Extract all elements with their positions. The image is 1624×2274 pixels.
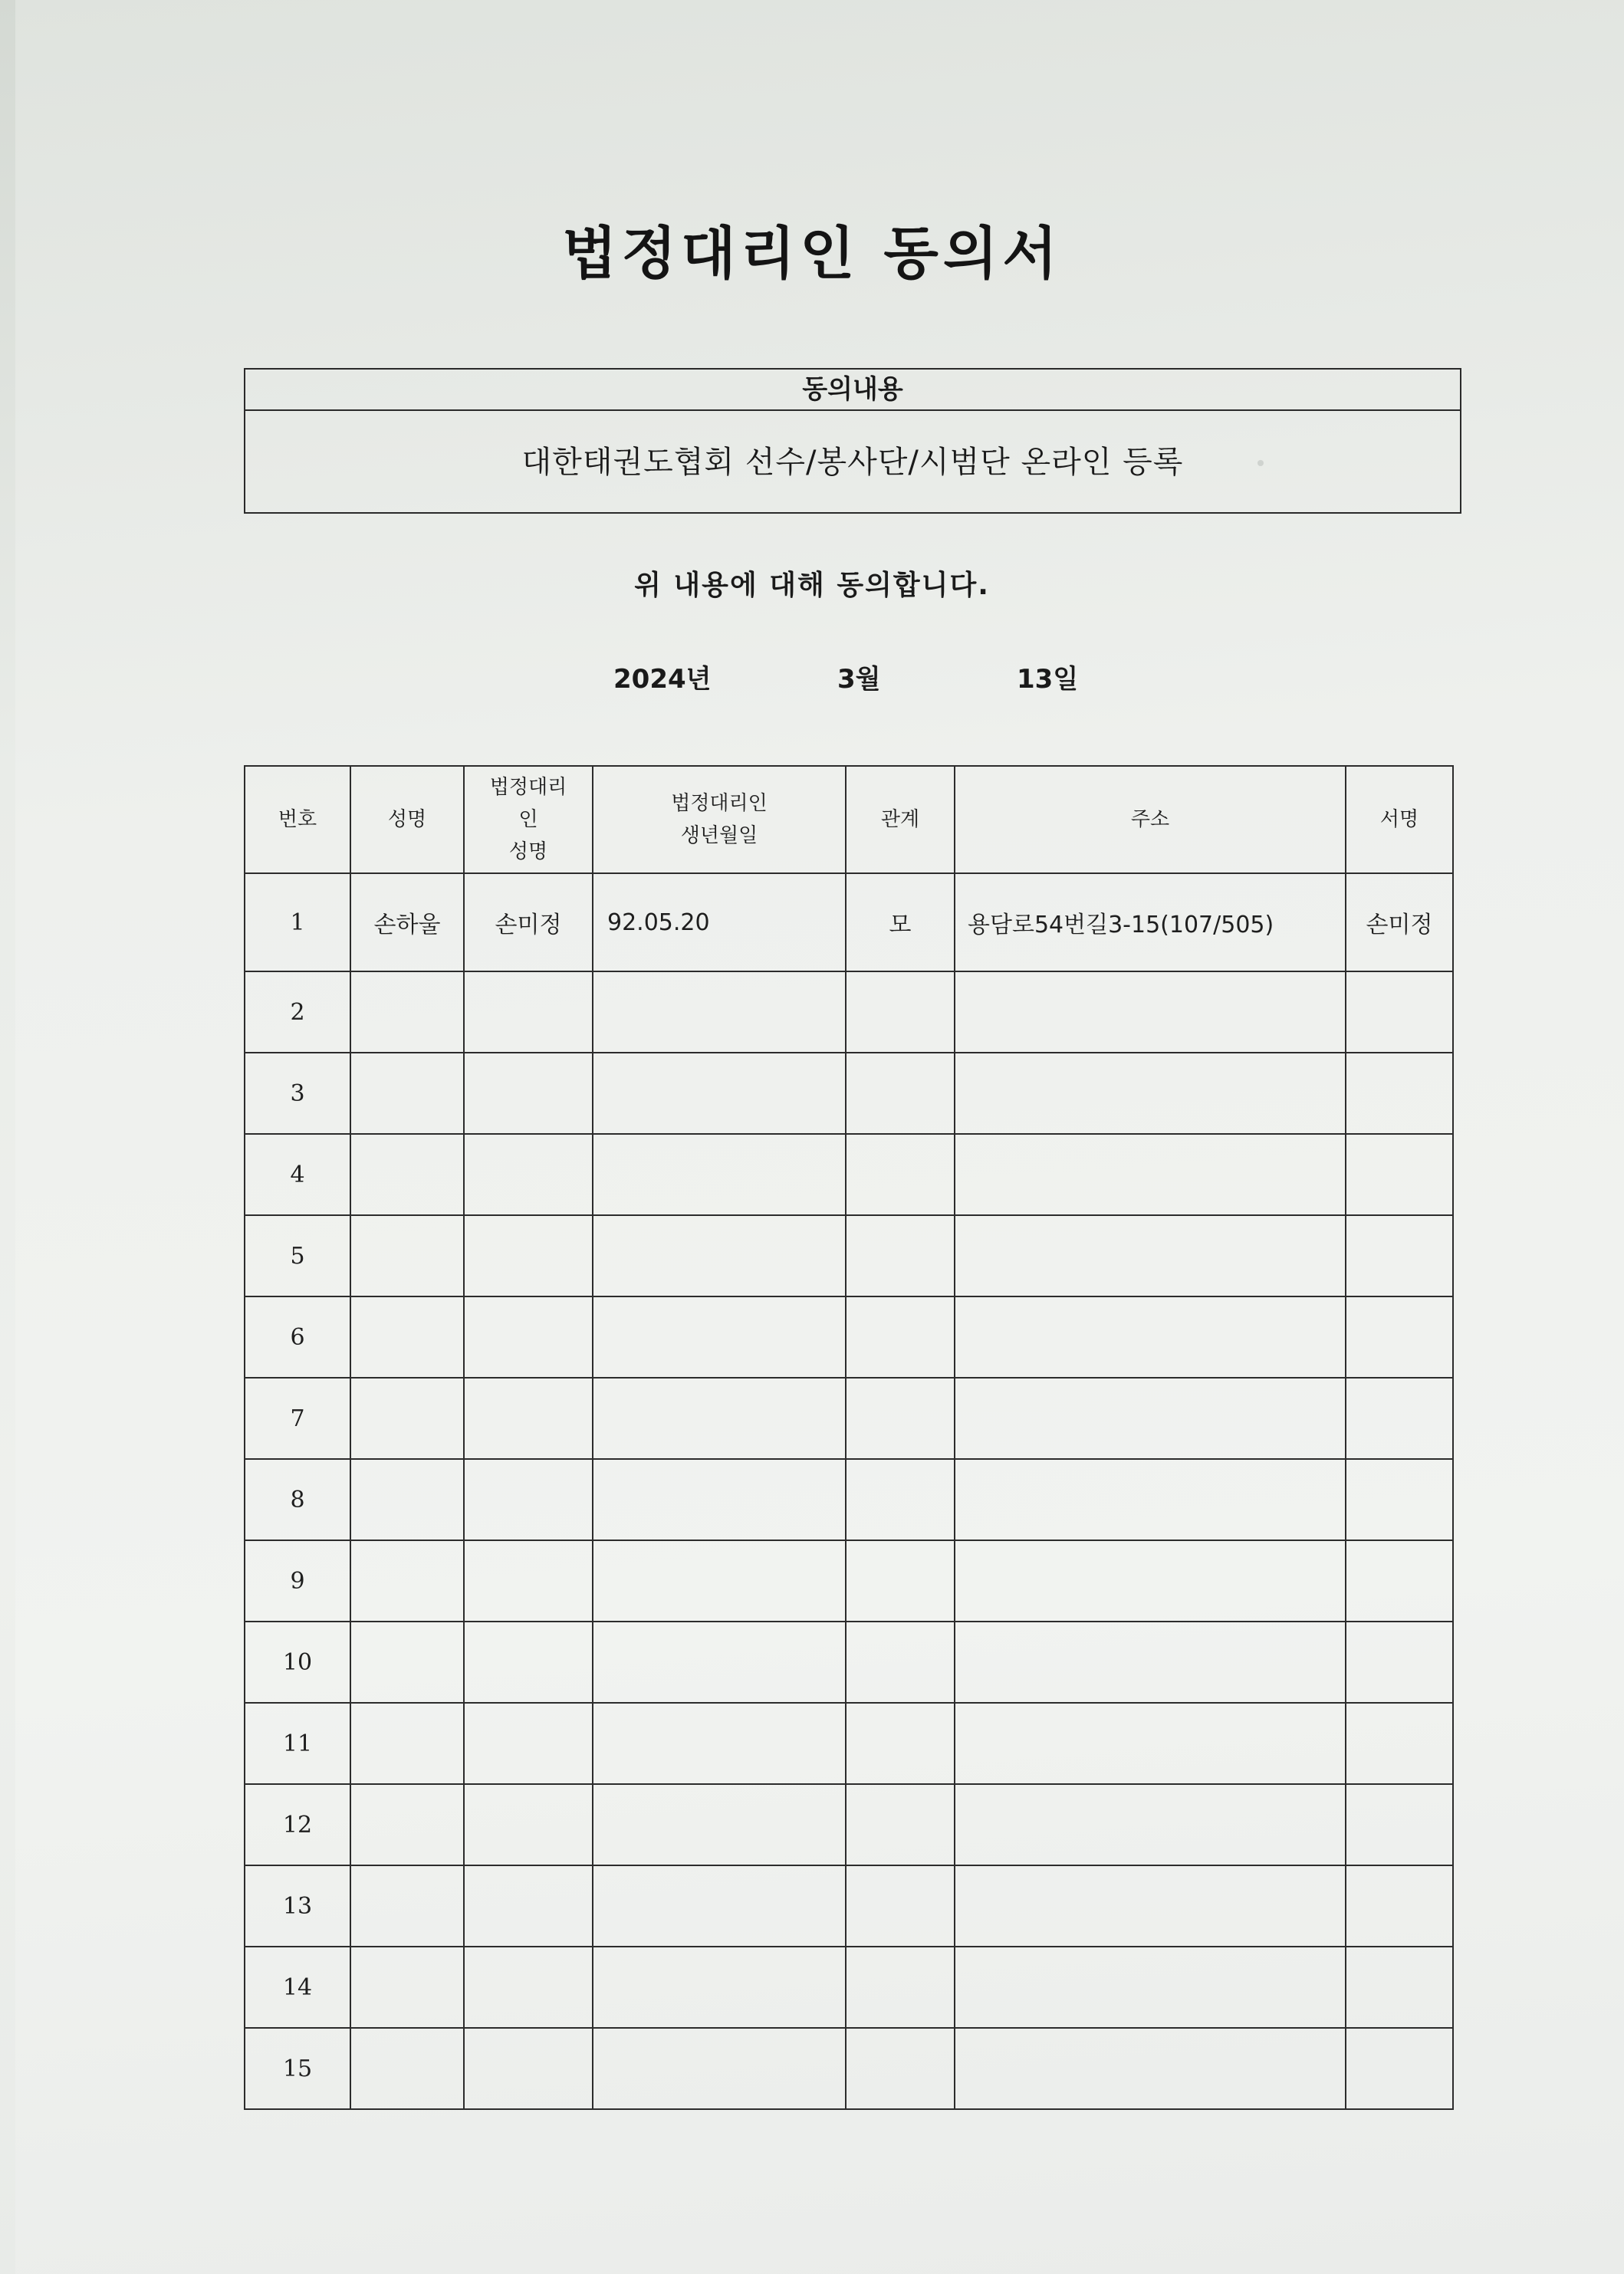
row-address-cell: 용담로54번길3-15(107/505) (955, 873, 1346, 971)
row-signature-cell (1346, 1865, 1453, 1947)
row-name-cell (350, 971, 464, 1053)
row-address-cell (955, 1784, 1346, 1865)
row-number-cell: 10 (245, 1622, 350, 1703)
row-address-cell (955, 1378, 1346, 1459)
row-guardian-birth-cell (593, 1215, 846, 1296)
row-relation-cell (846, 1053, 955, 1134)
row-guardian-name-cell (464, 1215, 593, 1296)
row-address-cell (955, 1865, 1346, 1947)
consent-content-box (244, 368, 1461, 514)
row-name-cell (350, 1947, 464, 2028)
header-guardian-birth-line1: 법정대리인 (671, 792, 768, 815)
row-name-cell (350, 1296, 464, 1378)
row-guardian-birth-cell (593, 1622, 846, 1703)
table-row (245, 1784, 1453, 1865)
table-row (245, 1947, 1453, 2028)
row-guardian-name-cell (464, 1865, 593, 1947)
row-relation-cell (846, 1622, 955, 1703)
row-signature-cell (1346, 1459, 1453, 1540)
table-row (245, 1378, 1453, 1459)
row-number-cell: 7 (245, 1378, 350, 1459)
date-day: 13일 (1017, 664, 1079, 695)
row-guardian-birth-cell (593, 2028, 846, 2109)
row-guardian-birth-cell (593, 1703, 846, 1784)
paper-smudge (1257, 460, 1264, 466)
row-number-cell: 15 (245, 2028, 350, 2109)
row-address-cell (955, 2028, 1346, 2109)
row-address-cell (955, 1215, 1346, 1296)
row-address-cell (955, 1134, 1346, 1215)
header-guardian-name-line2: 인 (518, 808, 538, 831)
table-row (245, 1703, 1453, 1784)
row-number-cell: 9 (245, 1540, 350, 1622)
row-number-cell: 2 (245, 971, 350, 1053)
row-guardian-birth-cell (593, 1540, 846, 1622)
row-number-cell: 14 (245, 1947, 350, 2028)
table-row (245, 971, 1453, 1053)
row-signature-cell (1346, 2028, 1453, 2109)
table-header-row (245, 766, 1453, 873)
row-relation-cell (846, 1459, 955, 1540)
date-month: 3월 (837, 664, 881, 695)
row-relation-cell (846, 1865, 955, 1947)
row-signature-cell (1346, 1703, 1453, 1784)
guardian-table (244, 765, 1454, 2110)
row-address-cell (955, 1947, 1346, 2028)
row-guardian-name-cell (464, 1134, 593, 1215)
row-guardian-birth-cell (593, 1784, 846, 1865)
consent-heading: 동의내용 (245, 370, 1460, 411)
header-guardian-birth-line2: 생년월일 (680, 824, 758, 847)
row-name-cell (350, 1865, 464, 1947)
row-number-cell: 5 (245, 1215, 350, 1296)
row-guardian-name-cell (464, 1540, 593, 1622)
row-relation-cell (846, 1540, 955, 1622)
row-signature-cell (1346, 1378, 1453, 1459)
row-name-cell (350, 1784, 464, 1865)
row-guardian-name-cell (464, 1378, 593, 1459)
header-guardian-birth (593, 766, 846, 873)
row-guardian-birth-cell (593, 1378, 846, 1459)
row-signature-cell: 손미정 (1346, 873, 1453, 971)
row-address-cell (955, 1622, 1346, 1703)
row-address-cell (955, 1703, 1346, 1784)
table-row (245, 1053, 1453, 1134)
header-guardian-name-line1: 법정대리 (489, 776, 567, 799)
row-guardian-birth-cell (593, 1865, 846, 1947)
row-signature-cell (1346, 971, 1453, 1053)
row-guardian-name-cell (464, 1947, 593, 2028)
row-number-cell: 13 (245, 1865, 350, 1947)
row-guardian-name-cell (464, 1459, 593, 1540)
agree-statement: 위 내용에 대해 동의합니다. (634, 570, 990, 601)
row-number-cell: 8 (245, 1459, 350, 1540)
row-guardian-name-cell: 손미정 (464, 873, 593, 971)
table-row (245, 1540, 1453, 1622)
row-number-cell: 6 (245, 1296, 350, 1378)
row-name-cell (350, 2028, 464, 2109)
row-number-cell: 1 (245, 873, 350, 971)
row-relation-cell (846, 1703, 955, 1784)
row-address-cell (955, 1540, 1346, 1622)
row-guardian-name-cell (464, 1622, 593, 1703)
row-guardian-birth-cell: 92.05.20 (593, 873, 846, 971)
row-relation-cell (846, 1134, 955, 1215)
consent-content: 대한태권도협회 선수/봉사단/시범단 온라인 등록 (521, 445, 1184, 480)
row-address-cell (955, 971, 1346, 1053)
row-guardian-name-cell (464, 1703, 593, 1784)
header-address: 주소 (955, 766, 1346, 873)
row-relation-cell (846, 1378, 955, 1459)
row-name-cell (350, 1703, 464, 1784)
row-signature-cell (1346, 1134, 1453, 1215)
row-name-cell (350, 1215, 464, 1296)
row-relation-cell: 모 (846, 873, 955, 971)
row-name-cell: 손하울 (350, 873, 464, 971)
row-signature-cell (1346, 1947, 1453, 2028)
row-name-cell (350, 1459, 464, 1540)
table-row (245, 1215, 1453, 1296)
table-body (245, 873, 1453, 2109)
date-year: 2024년 (613, 664, 712, 695)
row-signature-cell (1346, 1296, 1453, 1378)
row-guardian-birth-cell (593, 1053, 846, 1134)
row-name-cell (350, 1053, 464, 1134)
header-number: 번호 (245, 766, 350, 873)
row-signature-cell (1346, 1784, 1453, 1865)
row-signature-cell (1346, 1053, 1453, 1134)
row-name-cell (350, 1378, 464, 1459)
table-row (245, 1622, 1453, 1703)
row-number-cell: 4 (245, 1134, 350, 1215)
table-row (245, 873, 1453, 971)
table-row (245, 1296, 1453, 1378)
row-relation-cell (846, 2028, 955, 2109)
row-address-cell (955, 1296, 1346, 1378)
row-signature-cell (1346, 1622, 1453, 1703)
row-guardian-name-cell (464, 2028, 593, 2109)
row-guardian-birth-cell (593, 1134, 846, 1215)
row-guardian-birth-cell (593, 971, 846, 1053)
row-guardian-name-cell (464, 971, 593, 1053)
row-name-cell (350, 1540, 464, 1622)
row-number-cell: 11 (245, 1703, 350, 1784)
row-name-cell (350, 1134, 464, 1215)
header-relation: 관계 (846, 766, 955, 873)
row-number-cell: 12 (245, 1784, 350, 1865)
row-relation-cell (846, 1215, 955, 1296)
row-signature-cell (1346, 1215, 1453, 1296)
row-address-cell (955, 1459, 1346, 1540)
header-signature: 서명 (1346, 766, 1453, 873)
row-relation-cell (846, 971, 955, 1053)
header-name: 성명 (350, 766, 464, 873)
row-guardian-name-cell (464, 1053, 593, 1134)
table-row (245, 1865, 1453, 1947)
row-guardian-birth-cell (593, 1459, 846, 1540)
row-number-cell: 3 (245, 1053, 350, 1134)
row-guardian-birth-cell (593, 1947, 846, 2028)
row-guardian-name-cell (464, 1296, 593, 1378)
table-row (245, 1134, 1453, 1215)
table-row (245, 2028, 1453, 2109)
row-signature-cell (1346, 1540, 1453, 1622)
header-guardian-name-line3: 성명 (508, 840, 548, 863)
row-relation-cell (846, 1784, 955, 1865)
row-address-cell (955, 1053, 1346, 1134)
header-guardian-name (464, 766, 593, 873)
document-title: 법정대리인 동의서 (562, 221, 1062, 287)
row-guardian-birth-cell (593, 1296, 846, 1378)
row-relation-cell (846, 1947, 955, 2028)
row-name-cell (350, 1622, 464, 1703)
table-row (245, 1459, 1453, 1540)
row-relation-cell (846, 1296, 955, 1378)
row-guardian-name-cell (464, 1784, 593, 1865)
